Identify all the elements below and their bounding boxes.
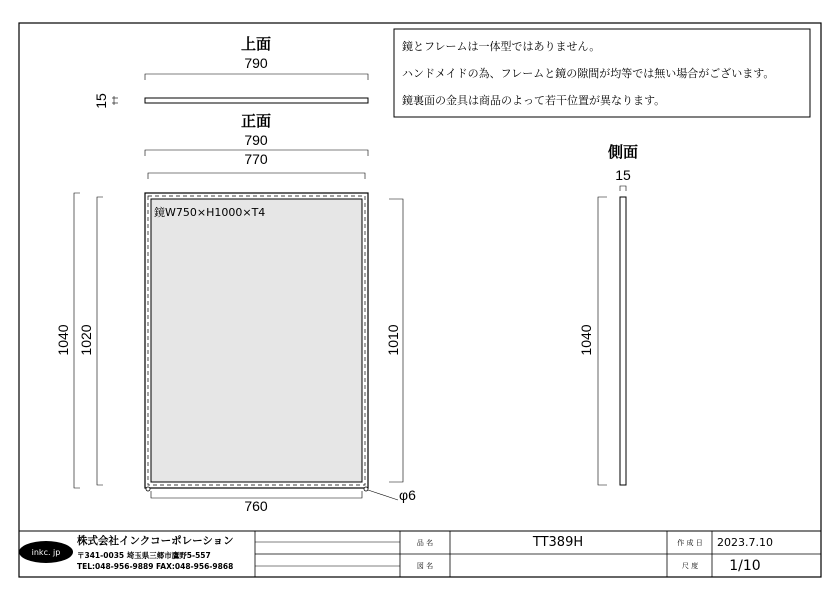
top-view-width: 790 [244, 55, 268, 71]
product-name: TT389H [532, 535, 584, 550]
side-height: 1040 [578, 324, 594, 356]
note-2: ハンドメイドの為、フレームと鏡の隙間が均等では無い場合がございます。 [402, 67, 775, 80]
side-view [578, 143, 638, 485]
front-outer-width: 790 [244, 132, 268, 148]
front-view-title: 正面 [240, 112, 272, 130]
scale-label: 尺 度 [681, 562, 699, 570]
title-block [19, 531, 821, 577]
front-height-inner: 1010 [385, 324, 401, 356]
front-view [55, 112, 416, 514]
top-view-frame [145, 98, 368, 103]
product-name-label: 品 名 [416, 539, 434, 547]
side-frame [620, 197, 626, 485]
hole-right [364, 487, 368, 491]
notes-box [394, 29, 810, 117]
company-name: 株式会社インクコーポレーション [77, 535, 234, 547]
side-thickness: 15 [615, 167, 631, 183]
drawing-name-label: 図 名 [416, 562, 434, 570]
mirror-spec: 鏡W750×H1000×T4 [154, 206, 266, 219]
created-date-label: 作 成 日 [677, 539, 703, 547]
company-contact: TEL:048-956-9889 FAX:048-956-9868 [77, 562, 234, 571]
top-view-thickness: 15 [93, 93, 109, 109]
mirror-panel [151, 199, 362, 482]
company-logo-text: inkc. jp [31, 548, 61, 557]
front-height-outer: 1040 [55, 324, 71, 356]
note-1: 鏡とフレームは一体型ではありません。 [402, 40, 601, 53]
front-height-frame: 1020 [78, 324, 94, 356]
hole-left [146, 487, 150, 491]
hole-diameter: φ6 [399, 487, 416, 503]
top-view-title: 上面 [240, 35, 272, 53]
scale-value: 1/10 [729, 558, 761, 574]
top-view [93, 35, 368, 109]
created-date: 2023.7.10 [717, 536, 773, 549]
front-frame-width: 770 [244, 151, 268, 167]
company-address: 〒341-0035 埼玉県三郷市鷹野5-557 [77, 551, 211, 560]
note-3: 鏡裏面の金具は商品のよって若干位置が異なります。 [402, 94, 666, 107]
front-bottom-width: 760 [244, 498, 268, 514]
side-view-title: 側面 [607, 143, 639, 161]
